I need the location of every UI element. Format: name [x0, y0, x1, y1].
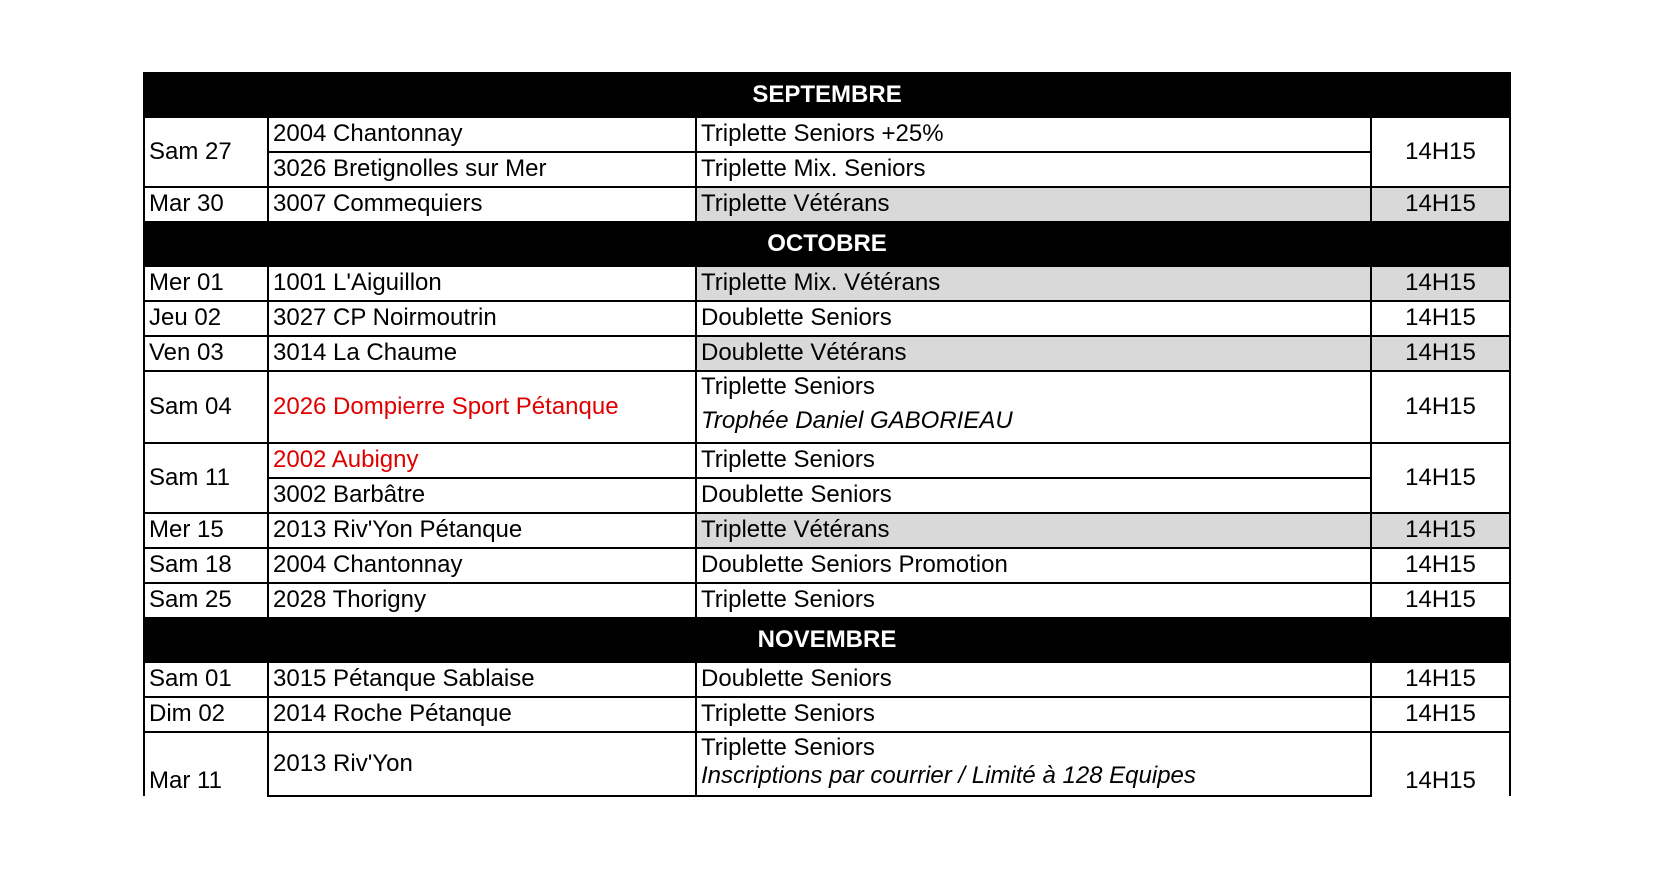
month-header-row — [144, 618, 1510, 662]
schedule-table — [143, 72, 1511, 797]
schedule-body — [144, 73, 1510, 796]
event-club: 2002 Aubigny — [268, 443, 696, 478]
event-type-cell — [696, 548, 1371, 583]
event-note: Trophée Daniel GABORIEAU — [701, 407, 1013, 435]
event-row — [144, 662, 1510, 697]
event-row — [144, 732, 1510, 796]
event-date: Mar 30 — [144, 187, 268, 222]
event-club: 2026 Dompierre Sport Pétanque — [268, 371, 696, 443]
event-type: Doublette Seniors — [701, 481, 892, 509]
event-club: 3027 CP Noirmoutrin — [268, 301, 696, 336]
event-row — [144, 152, 1510, 187]
event-row — [144, 301, 1510, 336]
month-header: SEPTEMBRE — [144, 73, 1510, 117]
event-date: Mar 11 — [144, 732, 268, 796]
event-date: Mer 15 — [144, 513, 268, 548]
event-date: Ven 03 — [144, 336, 268, 371]
event-row — [144, 548, 1510, 583]
event-club: 3002 Barbâtre — [268, 478, 696, 513]
event-club: 2004 Chantonnay — [268, 548, 696, 583]
month-header: OCTOBRE — [144, 222, 1510, 266]
event-time: 14H15 — [1371, 301, 1510, 336]
event-type: Doublette Seniors Promotion — [701, 551, 1008, 579]
event-type-cell — [696, 662, 1371, 697]
event-row — [144, 117, 1510, 152]
event-type-cell — [696, 513, 1371, 548]
event-time: 14H15 — [1371, 548, 1510, 583]
event-date: Sam 01 — [144, 662, 268, 697]
event-date: Sam 25 — [144, 583, 268, 618]
event-type-cell — [696, 478, 1371, 513]
event-club: 2014 Roche Pétanque — [268, 697, 696, 732]
event-type: Triplette Seniors — [701, 700, 875, 728]
event-type-cell — [696, 336, 1371, 371]
event-time: 14H15 — [1371, 266, 1510, 301]
event-row — [144, 697, 1510, 732]
event-type: Triplette Vétérans — [701, 190, 890, 218]
event-type-cell — [696, 732, 1371, 796]
event-row — [144, 583, 1510, 618]
event-time: 14H15 — [1371, 336, 1510, 371]
event-type-cell — [696, 301, 1371, 336]
month-header-row — [144, 222, 1510, 266]
event-time: 14H15 — [1371, 732, 1510, 796]
event-date: Dim 02 — [144, 697, 268, 732]
event-row — [144, 336, 1510, 371]
event-type-cell — [696, 697, 1371, 732]
event-time: 14H15 — [1371, 187, 1510, 222]
event-club: 1001 L'Aiguillon — [268, 266, 696, 301]
event-type-cell — [696, 117, 1371, 152]
month-header-row — [144, 73, 1510, 117]
event-club: 2013 Riv'Yon — [268, 732, 696, 796]
event-type-cell — [696, 371, 1371, 443]
event-type: Triplette Seniors — [701, 373, 875, 400]
event-type: Triplette Mix. Seniors — [701, 155, 926, 183]
event-date: Sam 11 — [144, 443, 268, 513]
event-row — [144, 371, 1510, 443]
event-row — [144, 478, 1510, 513]
event-type-cell — [696, 583, 1371, 618]
event-row — [144, 513, 1510, 548]
event-type-cell — [696, 152, 1371, 187]
event-type: Triplette Mix. Vétérans — [701, 269, 941, 297]
event-type: Doublette Seniors — [701, 665, 892, 693]
event-time: 14H15 — [1371, 117, 1510, 187]
event-club: 3014 La Chaume — [268, 336, 696, 371]
event-time: 14H15 — [1371, 697, 1510, 732]
event-type: Triplette Vétérans — [701, 516, 890, 544]
event-date: Sam 27 — [144, 117, 268, 187]
event-time: 14H15 — [1371, 583, 1510, 618]
event-type: Triplette Seniors — [701, 734, 875, 761]
event-note: Inscriptions par courrier / Limité à 128 Equipes — [701, 762, 1196, 790]
event-club: 3007 Commequiers — [268, 187, 696, 222]
event-date: Jeu 02 — [144, 301, 268, 336]
event-row — [144, 187, 1510, 222]
event-type: Triplette Seniors — [701, 446, 875, 474]
event-club: 2013 Riv'Yon Pétanque — [268, 513, 696, 548]
event-date: Sam 04 — [144, 371, 268, 443]
event-club: 3015 Pétanque Sablaise — [268, 662, 696, 697]
month-header: NOVEMBRE — [144, 618, 1510, 662]
event-time: 14H15 — [1371, 662, 1510, 697]
event-type: Doublette Seniors — [701, 304, 892, 332]
event-date: Mer 01 — [144, 266, 268, 301]
event-type: Triplette Seniors — [701, 586, 875, 614]
event-type-cell — [696, 443, 1371, 478]
event-row — [144, 266, 1510, 301]
tournament-calendar — [143, 72, 1509, 797]
event-type: Triplette Seniors +25% — [701, 120, 944, 148]
event-type: Doublette Vétérans — [701, 339, 907, 367]
event-time: 14H15 — [1371, 371, 1510, 443]
event-club: 2004 Chantonnay — [268, 117, 696, 152]
event-time: 14H15 — [1371, 443, 1510, 513]
event-club: 3026 Bretignolles sur Mer — [268, 152, 696, 187]
event-row — [144, 443, 1510, 478]
event-club: 2028 Thorigny — [268, 583, 696, 618]
event-type-cell — [696, 266, 1371, 301]
event-time: 14H15 — [1371, 513, 1510, 548]
event-date: Sam 18 — [144, 548, 268, 583]
event-type-cell — [696, 187, 1371, 222]
